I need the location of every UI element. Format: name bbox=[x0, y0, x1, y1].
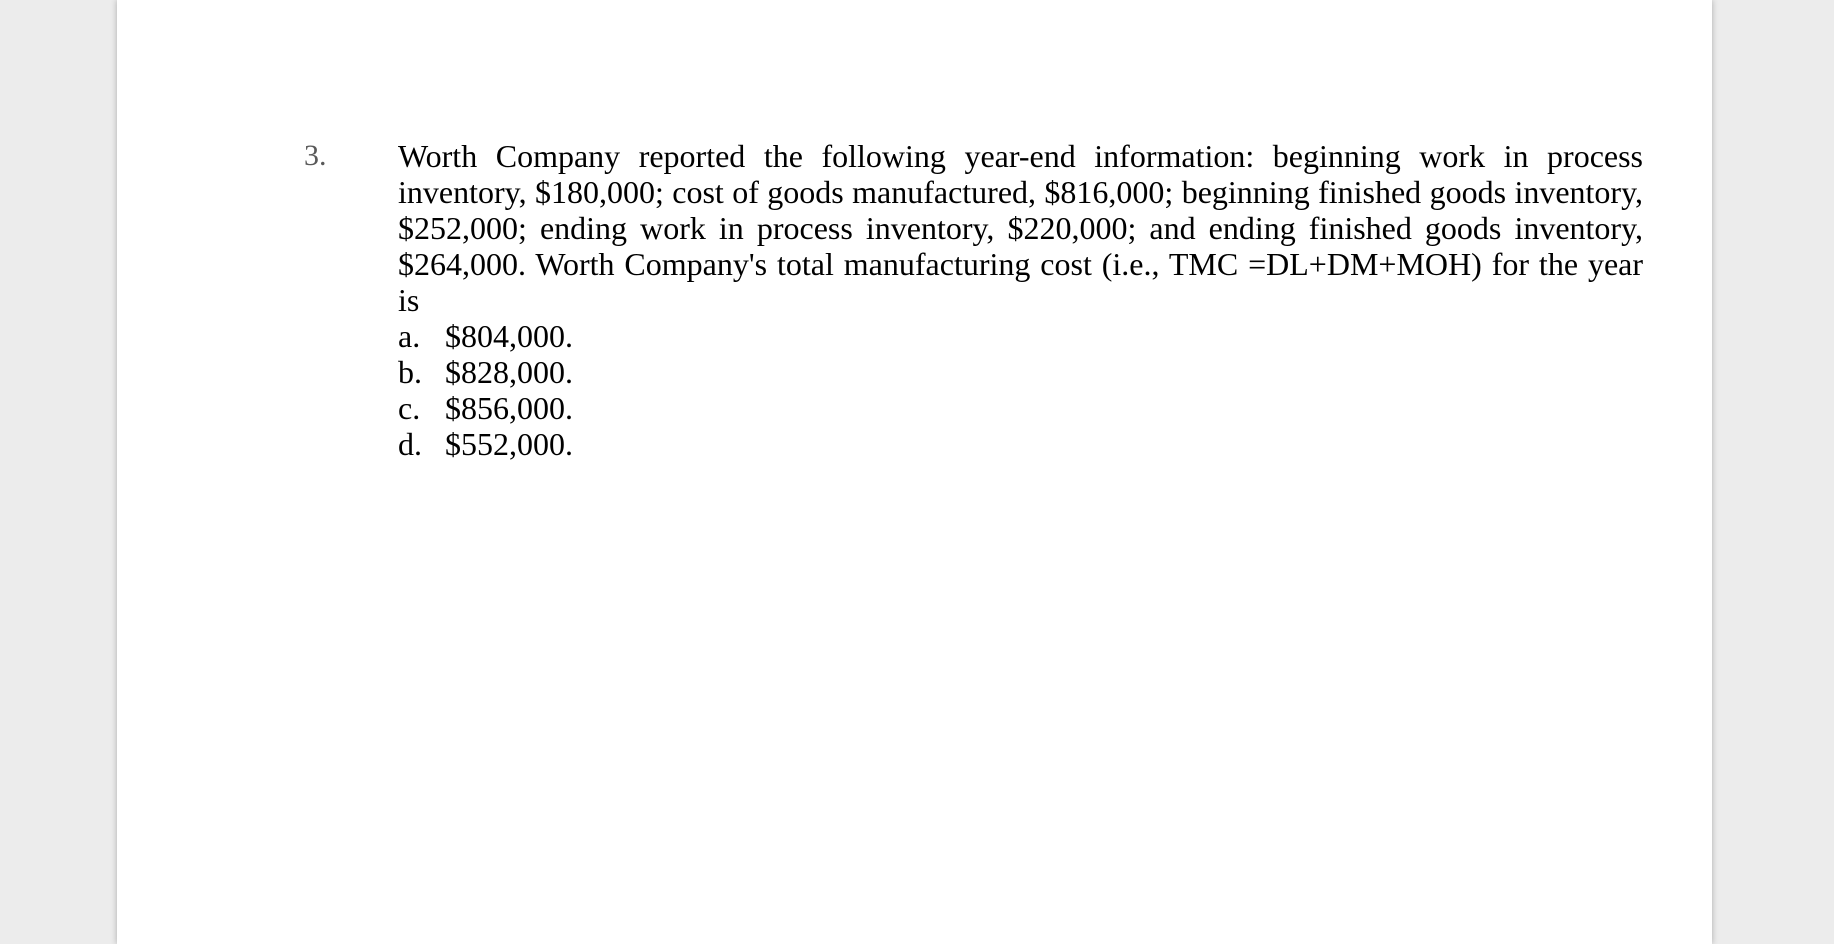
option-value: $828,000. bbox=[445, 354, 573, 390]
question-block bbox=[398, 138, 1643, 462]
option-letter: c. bbox=[398, 390, 421, 426]
option-letter: d. bbox=[398, 426, 422, 462]
option-letter: b. bbox=[398, 354, 422, 390]
option-value: $552,000. bbox=[445, 426, 573, 462]
answer-option-c bbox=[398, 390, 1643, 426]
answer-option-b bbox=[398, 354, 1643, 390]
answer-options bbox=[398, 318, 1643, 462]
option-letter: a. bbox=[398, 318, 421, 354]
option-value: $804,000. bbox=[445, 318, 573, 354]
answer-option-a bbox=[398, 318, 1643, 354]
question-text: Worth Company reported the following year-end information: beginning work in process inventory, $180,000; cost of goods manufactured, $816,000; beginning finished goods inventory, $252,000; ending work in process inventory, $220,000; and ending finished goods inventory, $264,000. Worth Company's total manufacturing cost (i.e., TMC =DL+DM+MOH) for the year is bbox=[398, 138, 1643, 318]
option-value: $856,000. bbox=[445, 390, 573, 426]
answer-option-d bbox=[398, 426, 1643, 462]
document-page bbox=[117, 0, 1712, 944]
question-number: 3. bbox=[304, 139, 327, 172]
